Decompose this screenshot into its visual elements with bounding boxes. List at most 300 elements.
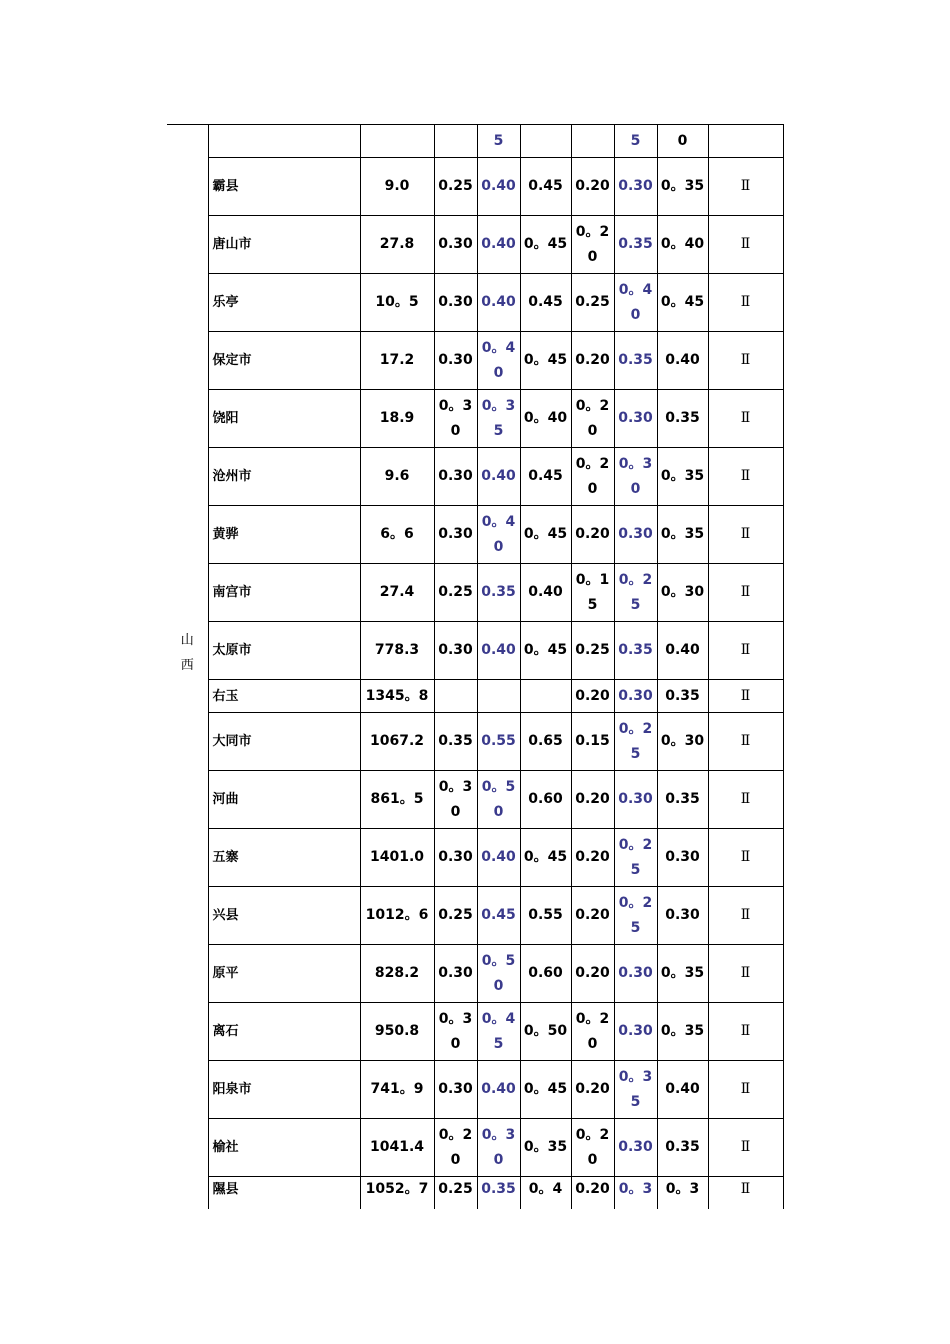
station-name: [208, 887, 360, 945]
value-cell-text: 0.45: [528, 294, 563, 310]
table-row: [167, 332, 783, 390]
value-cell-text: 0.40: [665, 1081, 700, 1097]
value-cell-text: 0。35: [660, 1023, 705, 1039]
altitude-cell-text: 10。5: [375, 294, 419, 310]
grade-cell: [708, 771, 783, 829]
value-cell-text: 0。45: [523, 849, 568, 865]
table-row: [167, 125, 783, 158]
altitude-cell-text: 828.2: [374, 965, 420, 981]
value-cell-text: 0.35: [481, 584, 516, 600]
value-cell: [614, 506, 657, 564]
altitude-cell: [360, 887, 434, 945]
table-row: [167, 216, 783, 274]
value-cell: [434, 506, 477, 564]
value-cell-text: 0.40: [665, 642, 700, 658]
station-name-text: 乐亭: [212, 295, 239, 310]
value-cell-text: 0.20: [575, 352, 610, 368]
value-cell-text: 0。30: [438, 397, 473, 439]
grade-cell: [708, 1003, 783, 1061]
grade-cell-text: Ⅱ: [740, 352, 751, 368]
station-name: [208, 1003, 360, 1061]
value-cell-text: 0.20: [575, 907, 610, 923]
altitude-cell: [360, 506, 434, 564]
altitude-cell: [360, 1003, 434, 1061]
value-cell-text: 0。40: [481, 513, 516, 555]
value-cell: [520, 332, 571, 390]
value-cell: [434, 390, 477, 448]
station-name: [208, 1119, 360, 1177]
value-cell-text: 0.20: [575, 687, 610, 704]
grade-cell: [708, 564, 783, 622]
value-cell: [657, 158, 708, 216]
value-cell: [614, 158, 657, 216]
altitude-cell: [360, 332, 434, 390]
value-cell-text: 0.20: [575, 791, 610, 807]
table-row: [167, 829, 783, 887]
grade-cell-text: Ⅱ: [740, 642, 751, 658]
value-cell: [434, 945, 477, 1003]
value-cell: [477, 829, 520, 887]
station-name-text: 兴县: [212, 908, 239, 923]
altitude-cell: [360, 713, 434, 771]
value-cell-text: 0.35: [618, 642, 653, 658]
value-cell: [477, 216, 520, 274]
altitude-cell-text: 1012。6: [365, 907, 429, 923]
value-cell: [434, 771, 477, 829]
table-row: [167, 1061, 783, 1119]
station-name-text: 霸县: [212, 179, 239, 194]
value-cell: [571, 564, 614, 622]
grade-cell: [708, 622, 783, 680]
value-cell: [520, 506, 571, 564]
value-cell-text: 0.40: [481, 294, 516, 310]
value-cell: [434, 448, 477, 506]
value-cell: [571, 945, 614, 1003]
value-cell-text: 0.30: [618, 410, 653, 426]
value-cell: [657, 564, 708, 622]
station-name-text: 河曲: [212, 792, 239, 807]
value-cell-text: 0。40: [481, 339, 516, 381]
value-cell: [520, 158, 571, 216]
value-cell: [477, 390, 520, 448]
value-cell: [614, 390, 657, 448]
value-cell: [657, 945, 708, 1003]
value-cell-text: 0.25: [438, 584, 473, 600]
value-cell: [657, 1003, 708, 1061]
grade-cell-text: Ⅱ: [740, 526, 751, 542]
value-cell: [520, 713, 571, 771]
table-row: [167, 1003, 783, 1061]
value-cell: [434, 713, 477, 771]
value-cell: [520, 887, 571, 945]
value-cell-text: 0.45: [481, 907, 516, 923]
grade-cell-text: Ⅱ: [740, 733, 751, 749]
value-cell: [520, 622, 571, 680]
value-cell: [614, 216, 657, 274]
value-cell-text: 0.30: [618, 1139, 653, 1155]
grade-cell: [708, 945, 783, 1003]
altitude-cell: [360, 390, 434, 448]
table-row: [167, 564, 783, 622]
altitude-cell-text: 17.2: [379, 352, 415, 368]
value-cell: [657, 771, 708, 829]
grade-cell: [708, 1177, 783, 1210]
station-name: [208, 216, 360, 274]
value-cell-text: 0.30: [438, 352, 473, 368]
value-cell-text: 0.25: [575, 642, 610, 658]
altitude-cell: [360, 622, 434, 680]
value-cell: [477, 274, 520, 332]
value-cell-text: 0。20: [575, 1126, 610, 1168]
value-cell: [520, 829, 571, 887]
value-cell: [520, 945, 571, 1003]
value-cell: [477, 332, 520, 390]
value-cell-text: 0.60: [528, 965, 563, 981]
altitude-cell: [360, 274, 434, 332]
value-cell: [434, 1177, 477, 1210]
value-cell: [571, 887, 614, 945]
table-row: [167, 771, 783, 829]
station-name: [208, 125, 360, 158]
station-name: [208, 771, 360, 829]
value-cell-text: 0.40: [481, 468, 516, 484]
value-cell-text: 0。25: [618, 836, 653, 878]
grade-cell: [708, 1119, 783, 1177]
value-cell-text: 0。20: [438, 1126, 473, 1168]
value-cell: [571, 1119, 614, 1177]
value-cell-text: 0。20: [575, 1010, 610, 1052]
value-cell: [614, 622, 657, 680]
value-cell-text: 0.35: [618, 352, 653, 368]
grade-cell: [708, 158, 783, 216]
value-cell: [477, 887, 520, 945]
value-cell: [477, 680, 520, 713]
value-cell: [614, 332, 657, 390]
station-name: [208, 1061, 360, 1119]
station-name-text: 五寨: [212, 850, 239, 865]
station-name-text: 沧州市: [212, 469, 252, 484]
value-cell: [571, 829, 614, 887]
value-cell-text: 0.20: [575, 526, 610, 542]
table-row: [167, 945, 783, 1003]
value-cell-text: 5: [493, 132, 504, 149]
altitude-cell: [360, 945, 434, 1003]
value-cell-text: 0.45: [528, 468, 563, 484]
grade-cell-text: Ⅱ: [740, 584, 751, 600]
value-cell: [614, 448, 657, 506]
value-cell: [614, 829, 657, 887]
table-row: [167, 680, 783, 713]
grade-cell: [708, 887, 783, 945]
value-cell-text: 0.35: [665, 791, 700, 807]
altitude-cell-text: 1052。7: [365, 1181, 429, 1197]
value-cell: [657, 390, 708, 448]
station-name: [208, 945, 360, 1003]
value-cell: [657, 829, 708, 887]
value-cell: [520, 680, 571, 713]
value-cell: [520, 1003, 571, 1061]
grade-cell-text: Ⅱ: [740, 1181, 751, 1197]
value-cell: [657, 274, 708, 332]
station-name-text: 隰县: [212, 1182, 239, 1197]
value-cell: [571, 216, 614, 274]
value-cell-text: 0。20: [575, 397, 610, 439]
value-cell-text: 0.35: [618, 236, 653, 252]
value-cell: [657, 125, 708, 158]
table-row: [167, 158, 783, 216]
value-cell: [477, 945, 520, 1003]
value-cell: [614, 1119, 657, 1177]
value-cell: [477, 1003, 520, 1061]
value-cell-text: 0.45: [528, 178, 563, 194]
value-cell: [657, 216, 708, 274]
value-cell: [614, 713, 657, 771]
value-cell-text: 0.25: [438, 178, 473, 194]
table-row: [167, 887, 783, 945]
altitude-cell: [360, 216, 434, 274]
altitude-cell: [360, 1119, 434, 1177]
value-cell-text: 0.40: [528, 584, 563, 600]
value-cell: [571, 448, 614, 506]
value-cell-text: 0.30: [438, 468, 473, 484]
value-cell: [477, 771, 520, 829]
grade-cell-text: Ⅱ: [740, 410, 751, 426]
value-cell-text: 0.40: [665, 352, 700, 368]
value-cell-text: 0。50: [481, 778, 516, 820]
value-cell-text: 0。30: [438, 778, 473, 820]
grade-cell-text: Ⅱ: [740, 791, 751, 807]
value-cell: [434, 622, 477, 680]
value-cell-text: 0.20: [575, 965, 610, 981]
value-cell-text: 0.30: [438, 642, 473, 658]
value-cell: [614, 1061, 657, 1119]
value-cell-text: 0。40: [618, 281, 653, 323]
value-cell: [477, 1119, 520, 1177]
station-name-text: 榆社: [212, 1140, 239, 1155]
altitude-cell-text: 950.8: [374, 1023, 420, 1039]
province-cell: [167, 622, 208, 1210]
value-cell: [434, 158, 477, 216]
value-cell: [477, 158, 520, 216]
value-cell: [520, 1177, 571, 1210]
station-name: [208, 158, 360, 216]
altitude-cell: [360, 564, 434, 622]
table-row: [167, 1177, 783, 1210]
value-cell-text: 0。20: [575, 455, 610, 497]
value-cell: [571, 1003, 614, 1061]
value-cell-text: 0。40: [523, 410, 568, 426]
value-cell-text: 0.30: [618, 178, 653, 194]
value-cell-text: 0.20: [575, 849, 610, 865]
value-cell: [477, 448, 520, 506]
value-cell: [657, 887, 708, 945]
station-name: [208, 713, 360, 771]
value-cell: [434, 332, 477, 390]
station-name: [208, 1177, 360, 1210]
grade-cell-text: Ⅱ: [740, 1139, 751, 1155]
value-cell: [434, 1003, 477, 1061]
value-cell: [434, 216, 477, 274]
province-label: 山西: [180, 632, 194, 673]
value-cell-text: 0.40: [481, 178, 516, 194]
value-cell: [434, 564, 477, 622]
altitude-cell-text: 1345。8: [365, 687, 429, 704]
altitude-cell: [360, 829, 434, 887]
value-cell-text: 0.30: [618, 687, 653, 704]
value-cell-text: 0。25: [618, 894, 653, 936]
value-cell: [571, 771, 614, 829]
value-cell-text: 0.40: [481, 849, 516, 865]
value-cell: [520, 1119, 571, 1177]
value-cell: [614, 945, 657, 1003]
value-cell: [477, 506, 520, 564]
grade-cell: [708, 506, 783, 564]
value-cell-text: 0。45: [481, 1010, 516, 1052]
altitude-cell-text: 27.4: [379, 584, 415, 600]
value-cell-text: 0.30: [438, 965, 473, 981]
altitude-cell-text: 1067.2: [369, 733, 425, 749]
altitude-cell-text: 778.3: [374, 642, 420, 658]
grade-cell-text: Ⅱ: [740, 849, 751, 865]
value-cell: [571, 713, 614, 771]
value-cell-text: 0.25: [575, 294, 610, 310]
value-cell: [571, 125, 614, 158]
value-cell-text: 0: [677, 132, 688, 149]
station-name-text: 原平: [212, 966, 239, 981]
value-cell: [477, 125, 520, 158]
value-cell-text: 0。35: [618, 1068, 653, 1110]
station-name-text: 唐山市: [212, 237, 252, 252]
value-cell-text: 0。15: [575, 571, 610, 613]
altitude-cell: [360, 680, 434, 713]
value-cell-text: 0。25: [618, 720, 653, 762]
value-cell-text: 0.20: [575, 178, 610, 194]
value-cell-text: 0。30: [438, 1010, 473, 1052]
grade-cell: [708, 332, 783, 390]
table-row: [167, 506, 783, 564]
grade-cell: [708, 216, 783, 274]
value-cell-text: 0.30: [618, 1023, 653, 1039]
value-cell: [477, 622, 520, 680]
station-name: [208, 829, 360, 887]
value-cell: [657, 622, 708, 680]
value-cell-text: 0.30: [438, 1081, 473, 1097]
value-cell: [614, 564, 657, 622]
value-cell-text: 0.30: [438, 236, 473, 252]
table-row: [167, 448, 783, 506]
value-cell: [657, 448, 708, 506]
value-cell-text: 0.25: [438, 1181, 473, 1197]
grade-cell-text: Ⅱ: [740, 1023, 751, 1039]
value-cell-text: 0。30: [618, 455, 653, 497]
value-cell-text: 0.40: [481, 236, 516, 252]
grade-cell: [708, 274, 783, 332]
value-cell-text: 0.35: [481, 1181, 516, 1197]
value-cell: [571, 1061, 614, 1119]
altitude-cell: [360, 448, 434, 506]
value-cell: [477, 564, 520, 622]
value-cell-text: 0。45: [523, 1081, 568, 1097]
station-name: [208, 622, 360, 680]
table-row: [167, 1119, 783, 1177]
value-cell-text: 0。40: [660, 236, 705, 252]
value-cell-text: 0.20: [575, 1181, 610, 1197]
value-cell-text: 0。45: [523, 352, 568, 368]
station-name-text: 离石: [212, 1024, 239, 1039]
value-cell: [434, 829, 477, 887]
value-cell: [520, 216, 571, 274]
value-cell-text: 0.40: [481, 642, 516, 658]
station-name: [208, 390, 360, 448]
altitude-cell: [360, 125, 434, 158]
station-name-text: 保定市: [212, 353, 252, 368]
grade-cell: [708, 125, 783, 158]
grade-cell: [708, 829, 783, 887]
value-cell-text: 0。4: [528, 1181, 563, 1197]
value-cell-text: 0。50: [481, 952, 516, 994]
value-cell: [571, 332, 614, 390]
altitude-cell-text: 861。5: [370, 791, 424, 807]
value-cell: [571, 390, 614, 448]
grade-cell: [708, 713, 783, 771]
value-cell: [614, 771, 657, 829]
station-name-text: 黄骅: [212, 527, 239, 542]
altitude-cell-text: 18.9: [379, 410, 415, 426]
value-cell-text: 0.30: [665, 907, 700, 923]
value-cell-text: 5: [630, 132, 641, 149]
value-cell: [477, 1061, 520, 1119]
grade-cell: [708, 390, 783, 448]
altitude-cell-text: 6。6: [380, 526, 414, 542]
grade-cell-text: Ⅱ: [740, 236, 751, 252]
value-cell: [477, 1177, 520, 1210]
value-cell-text: 0。35: [660, 178, 705, 194]
altitude-cell: [360, 1177, 434, 1210]
value-cell: [520, 274, 571, 332]
value-cell-text: 0。30: [660, 584, 705, 600]
value-cell: [571, 622, 614, 680]
value-cell: [571, 274, 614, 332]
value-cell: [571, 680, 614, 713]
grade-cell: [708, 448, 783, 506]
value-cell-text: 0.30: [618, 965, 653, 981]
value-cell-text: 0.35: [438, 733, 473, 749]
station-name-text: 饶阳: [212, 411, 239, 426]
altitude-cell: [360, 1061, 434, 1119]
value-cell-text: 0。3: [618, 1181, 653, 1197]
station-name: [208, 332, 360, 390]
station-name-text: 右玉: [212, 688, 239, 704]
value-cell: [657, 713, 708, 771]
value-cell-text: 0。50: [523, 1023, 568, 1039]
value-cell-text: 0。20: [575, 223, 610, 265]
value-cell-text: 0。45: [660, 294, 705, 310]
table-row: [167, 713, 783, 771]
value-cell-text: 0.15: [575, 733, 610, 749]
grade-cell-text: Ⅱ: [740, 178, 751, 194]
value-cell: [520, 771, 571, 829]
value-cell-text: 0.55: [528, 907, 563, 923]
grade-cell: [708, 1061, 783, 1119]
station-name-text: 阳泉市: [212, 1082, 252, 1097]
value-cell: [657, 506, 708, 564]
altitude-cell-text: 27.8: [379, 236, 415, 252]
altitude-cell-text: 1041.4: [369, 1139, 425, 1155]
value-cell: [520, 448, 571, 506]
value-cell-text: 0.30: [618, 791, 653, 807]
value-cell-text: 0.20: [575, 1081, 610, 1097]
value-cell-text: 0.25: [438, 907, 473, 923]
